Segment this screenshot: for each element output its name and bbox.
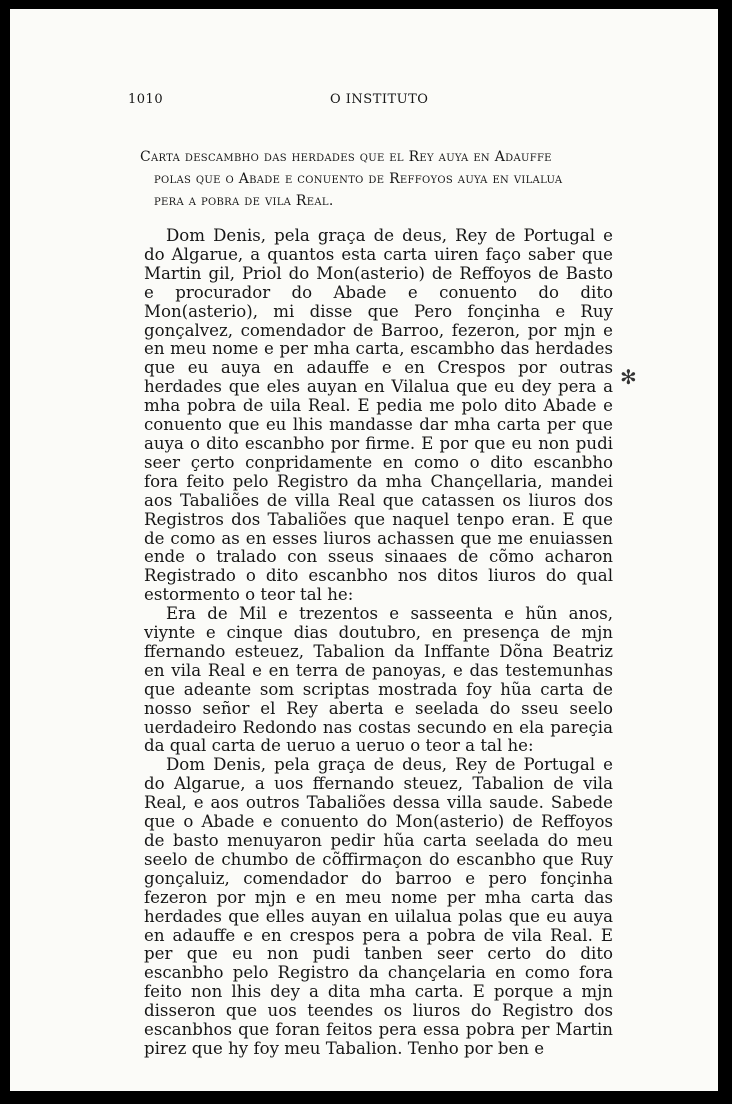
title-line-1: Carta descambho das herdades que el Rey auya en Adauffe	[140, 149, 552, 165]
page-number: 1010	[128, 92, 164, 107]
document-title	[140, 146, 614, 212]
document-body	[144, 227, 613, 1059]
paragraph-3: Dom Denis, pela graça de deus, Rey de Portugal e do Algarue, a uos ffernando steuez, Tabalion de vila Real, e aos outros Tabaliões dessa villa saude. Sabede que o Abade e conuento do Mon(asterio) de Reffoyos de basto menuyaron pedir hũa carta seelada do meu seelo de chumbo de cõffirmaçon do escanbho que Ruy gonçaluiz, comendador do barroo e pero fonçinha fezeron por mjn e en meu nome per mha carta das herdades que elles auyan en uilalua polas que eu auya en adauffe e en crespos pera a pobra de vila Real. E per que eu non pudi tanben seer certo do dito escanbho pelo Registro da chançelaria en como fora feito non lhis dey a dita mha carta. E porque a mjn disseron que uos teendes os liuros do Registro dos escanbhos que foran feitos pera essa pobra per Martin pirez que hy foy meu Tabalion. Tenho por ben e	[144, 755, 613, 1058]
paragraph-1: Dom Denis, pela graça de deus, Rey de Portugal e do Algarue, a quantos esta carta uiren faço saber que Martin gil, Priol do Mon(asterio) de Reffoyos de Basto e procurador do Abade e conuento do dito Mon(asterio), mi disse que Pero fonçinha e Ruy gonçalvez, comendador de Barroo, fezeron, por mjn e en meu nome e per mha carta, escambho das herdades que eu auya en adauffe e en Crespos por outras herdades que eles auyan en Vilalua que eu dey pera a mha pobra de uila Real. E pedia me polo dito Abade e conuento que eu lhis mandasse dar mha carta per que auya o dito escanbho por firme. E por que eu non pudi seer çerto conpridamente en como o dito escanbho fora feito pelo Registro da mha Chançellaria, mandei aos Tabaliões de villa Real que catassen os liuros dos Registros dos Tabaliões que naquel tenpo eran. E que de como as en esses liuros achassen que me enuiassen ende o tralado con sseus sinaaes de cõmo acharon Registrado o dito escanbho nos ditos liuros do qual estormento o teor tal he:	[144, 226, 613, 605]
paragraph-2: Era de Mil e trezentos e sasseenta e hũn anos, viynte e cinque dias doutubro, en presença de mjn ffernando esteuez, Tabalion da Inffante Dõna Beatriz en vila Real e en terra de panoyas, e das testemunhas que adeante som scriptas mostrada foy hũa carta de nosso señor el Rey aberta e seelada do sseu seelo uerdadeiro Redondo nas costas secundo en ela pareçia da qual carta de ueruo a ueruo o teor a tal he:	[144, 604, 613, 756]
title-line-3: pera a pobra de vila Real.	[154, 193, 334, 209]
ink-blot-mark: ✻	[620, 365, 637, 389]
title-line-2: polas que o Abade e conuento de Reffoyos auya en vilalua	[154, 171, 563, 187]
running-title: O INSTITUTO	[330, 92, 429, 107]
